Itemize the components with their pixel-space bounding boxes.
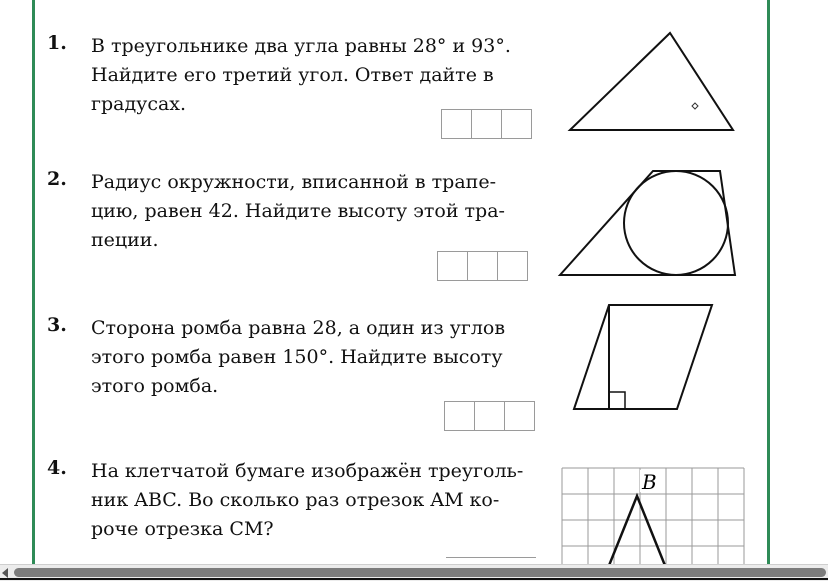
scrollbar-thumb[interactable] xyxy=(14,568,826,577)
problem-text-line: пеции. xyxy=(91,229,159,251)
problem-text-line: Сторона ромба равна 28, а один из углов xyxy=(91,317,506,339)
problem-text xyxy=(91,314,538,401)
problem-text-line: этого ромба равен 150°. Найдите высоту xyxy=(91,346,503,368)
grid-paper-figure xyxy=(562,468,744,564)
answer-boxes[interactable] xyxy=(437,251,528,281)
problem-text xyxy=(91,168,538,255)
answer-cell[interactable] xyxy=(445,402,475,430)
problem-text-line: В треугольнике два угла равны 28° и 93°. xyxy=(91,35,511,57)
trapezoid-with-inscribed-circle-figure xyxy=(555,165,745,280)
problem-text-line: Радиус окружности, вписанной в трапе- xyxy=(91,171,496,193)
problem-text-line: градусах. xyxy=(91,93,187,115)
answer-cell[interactable] xyxy=(468,252,498,280)
problem-number: 3. xyxy=(47,314,67,336)
answer-boxes[interactable] xyxy=(441,109,532,139)
answer-boxes[interactable] xyxy=(444,401,535,431)
page-left-border xyxy=(32,0,35,564)
answer-cell[interactable] xyxy=(475,402,505,430)
problem-number: 4. xyxy=(47,457,67,479)
problem-number: 2. xyxy=(47,168,67,190)
problem-text-line: ник ABC. Во сколько раз отрезок AM ко- xyxy=(91,489,500,511)
answer-cell[interactable] xyxy=(505,402,534,430)
problem-text xyxy=(91,32,538,119)
problem-text-line: На клетчатой бумаге изображён треуголь- xyxy=(91,460,524,482)
page-right-border xyxy=(767,0,770,564)
rhombus-figure xyxy=(568,298,718,414)
problem-text-line: Найдите его третий угол. Ответ дайте в xyxy=(91,64,494,86)
answer-boxes-partial xyxy=(446,557,536,558)
problem-text xyxy=(91,457,538,544)
problem-text-line: цию, равен 42. Найдите высоту этой тра- xyxy=(91,200,505,222)
triangle-figure xyxy=(560,25,745,137)
answer-cell[interactable] xyxy=(502,110,531,138)
answer-cell[interactable] xyxy=(472,110,502,138)
triangle-left-icon[interactable] xyxy=(2,568,8,578)
answer-cell[interactable] xyxy=(438,252,468,280)
problem-text-line: этого ромба. xyxy=(91,375,219,397)
problem-text-line: роче отрезка CM? xyxy=(91,518,274,540)
triangle-abc xyxy=(608,496,666,564)
problem-number: 1. xyxy=(47,32,67,54)
vertex-label-b: B xyxy=(642,470,657,494)
answer-cell[interactable] xyxy=(442,110,472,138)
answer-cell[interactable] xyxy=(498,252,527,280)
